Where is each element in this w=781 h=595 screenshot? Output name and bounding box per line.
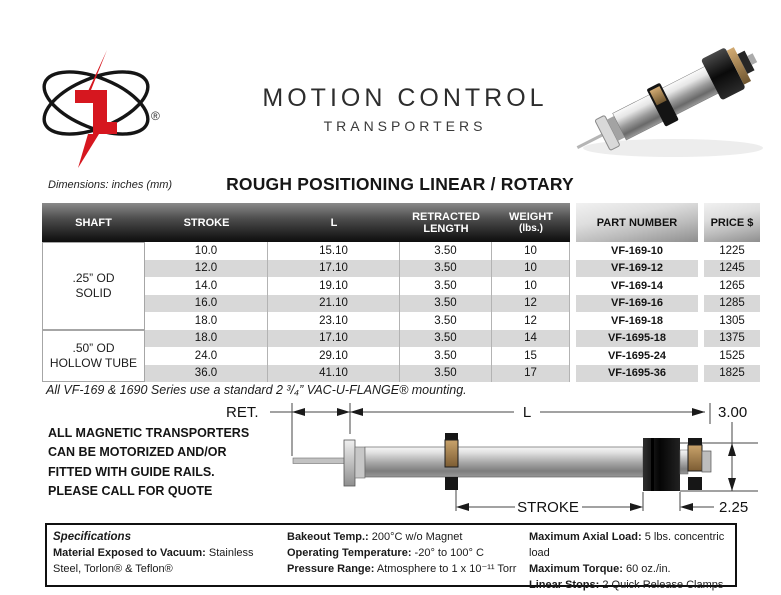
lightning-bolt-icon (75, 50, 117, 168)
weight-cell: 10 (492, 260, 570, 278)
retracted-length-cell: 3.50 (400, 260, 492, 278)
retracted-length-cell: 3.50 (400, 330, 492, 348)
stroke-cell: 24.0 (145, 347, 268, 365)
offset-label: 2.25 (719, 499, 749, 516)
shaft-group-line: HOLLOW TUBE (49, 355, 138, 370)
col-header-length: L (268, 203, 400, 242)
length-cell: 15.10 (268, 242, 400, 260)
brand-block (245, 84, 565, 134)
price-cell: 1305 (719, 314, 745, 327)
promo-line: PLEASE CALL FOR QUOTE (48, 483, 213, 498)
retracted-length-cell: 3.50 (400, 312, 492, 330)
spec-column-materials (53, 529, 283, 577)
stroke-cell: 10.0 (145, 242, 268, 260)
shaft-group-label (42, 242, 145, 330)
stroke-cell: 18.0 (145, 330, 268, 348)
length-cell: 17.10 (268, 260, 400, 278)
retracted-length-cell: 3.50 (400, 347, 492, 365)
part-number-cell: VF-169-16 (576, 295, 698, 313)
part-number-cell: VF-169-18 (611, 314, 663, 327)
brand-title: MOTION CONTROL (262, 84, 548, 112)
shaft-group-label (42, 330, 145, 383)
shaft-group-line: .50” OD (72, 340, 115, 355)
shaft-group-line: SOLID (75, 285, 112, 300)
weight-cell: 12 (492, 295, 570, 313)
page-title: ROUGH POSITIONING LINEAR / ROTARY (226, 174, 574, 194)
retracted-length-cell: 3.50 (400, 365, 492, 383)
spec-title: Specifications (53, 531, 131, 543)
retracted-length-cell: 3.50 (400, 277, 492, 295)
price-cell: 1245 (704, 260, 760, 278)
weight-cell: 10 (492, 277, 570, 295)
l-label: L (522, 404, 532, 421)
retracted-length-cell: 3.50 (400, 242, 492, 260)
promo-line: CAN BE MOTORIZED AND/OR (48, 445, 227, 460)
col-header-part-number: PART NUMBER (576, 203, 698, 242)
col-header-stroke: STROKE (145, 203, 268, 242)
promo-line: ALL MAGNETIC TRANSPORTERS (48, 426, 250, 440)
weight-cell: 15 (492, 347, 570, 365)
part-number-cell: VF-1695-24 (607, 349, 667, 362)
price-cell: 1825 (704, 365, 760, 383)
col-header-price: PRICE $ (704, 203, 760, 242)
shaft-group-line: .25” OD (72, 270, 115, 285)
price-cell: 1375 (704, 330, 760, 348)
spec-item: Bakeout Temp.: 200°C w/o Magnet (287, 531, 463, 543)
weight-cell: 10 (492, 242, 570, 260)
ret-label: RET. (226, 404, 259, 421)
spec-item: Maximum Axial Load: 5 lbs. concentric load (529, 531, 725, 559)
dimension-diagram (218, 398, 780, 522)
part-number-cell: VF-169-10 (611, 244, 663, 257)
dimensions-note: Dimensions: inches (mm) (48, 179, 173, 191)
promo-line: FITTED WITH GUIDE RAILS. (48, 464, 215, 479)
price-cell: 1525 (719, 349, 745, 362)
spec-item: Linear Stops: 2 Quick Release Clamps (529, 579, 724, 591)
height-label: 3.00 (718, 404, 748, 421)
length-cell: 29.10 (268, 347, 400, 365)
stroke-cell: 14.0 (145, 277, 268, 295)
spec-item: Operating Temperature: -20° to 100° C (287, 547, 484, 559)
length-cell: 23.10 (268, 312, 400, 330)
spec-item: Pressure Range: Atmosphere to 1 x 10⁻¹¹ Torr (287, 563, 517, 575)
mounting-footnote: All VF-169 & 1690 Series use a standard 2 ³/₄” VAC-U-FLANGE® mounting. (46, 383, 467, 397)
spec-item: Maximum Torque: 60 oz./in. (529, 563, 671, 575)
col-header-shaft: SHAFT (42, 203, 145, 242)
product-photo (573, 26, 779, 172)
product-table (42, 203, 760, 382)
stroke-cell: 36.0 (145, 365, 268, 383)
part-number-cell: VF-1695-36 (576, 365, 698, 383)
length-cell: 21.10 (268, 295, 400, 313)
col-header-retracted-length: RETRACTED LENGTH (400, 203, 492, 242)
registered-mark: ® (151, 109, 160, 123)
spec-item: Material Exposed to Vacuum: Stainless Steel, Torlon® & Teflon® (53, 547, 254, 575)
weight-cell: 12 (492, 312, 570, 330)
brand-logo-icon (33, 50, 173, 168)
stroke-cell: 16.0 (145, 295, 268, 313)
transporter-drawing (293, 433, 711, 491)
retracted-length-cell: 3.50 (400, 295, 492, 313)
part-number-cell: VF-1695-18 (576, 330, 698, 348)
weight-cell: 14 (492, 330, 570, 348)
price-cell: 1225 (719, 244, 745, 257)
stroke-cell: 12.0 (145, 260, 268, 278)
price-cell: 1265 (719, 279, 745, 292)
stroke-cell: 18.0 (145, 312, 268, 330)
stroke-label: STROKE (517, 499, 579, 516)
part-number-cell: VF-169-14 (611, 279, 663, 292)
length-cell: 41.10 (268, 365, 400, 383)
spec-column-temperature (287, 529, 525, 577)
weight-cell: 17 (492, 365, 570, 383)
spec-column-limits (529, 529, 731, 593)
length-cell: 17.10 (268, 330, 400, 348)
brand-subtitle: TRANSPORTERS (323, 118, 487, 134)
part-number-cell: VF-169-12 (576, 260, 698, 278)
price-cell: 1285 (704, 295, 760, 313)
length-cell: 19.10 (268, 277, 400, 295)
specifications-box (45, 523, 737, 591)
col-header-weight: WEIGHT (lbs.) (492, 203, 570, 242)
